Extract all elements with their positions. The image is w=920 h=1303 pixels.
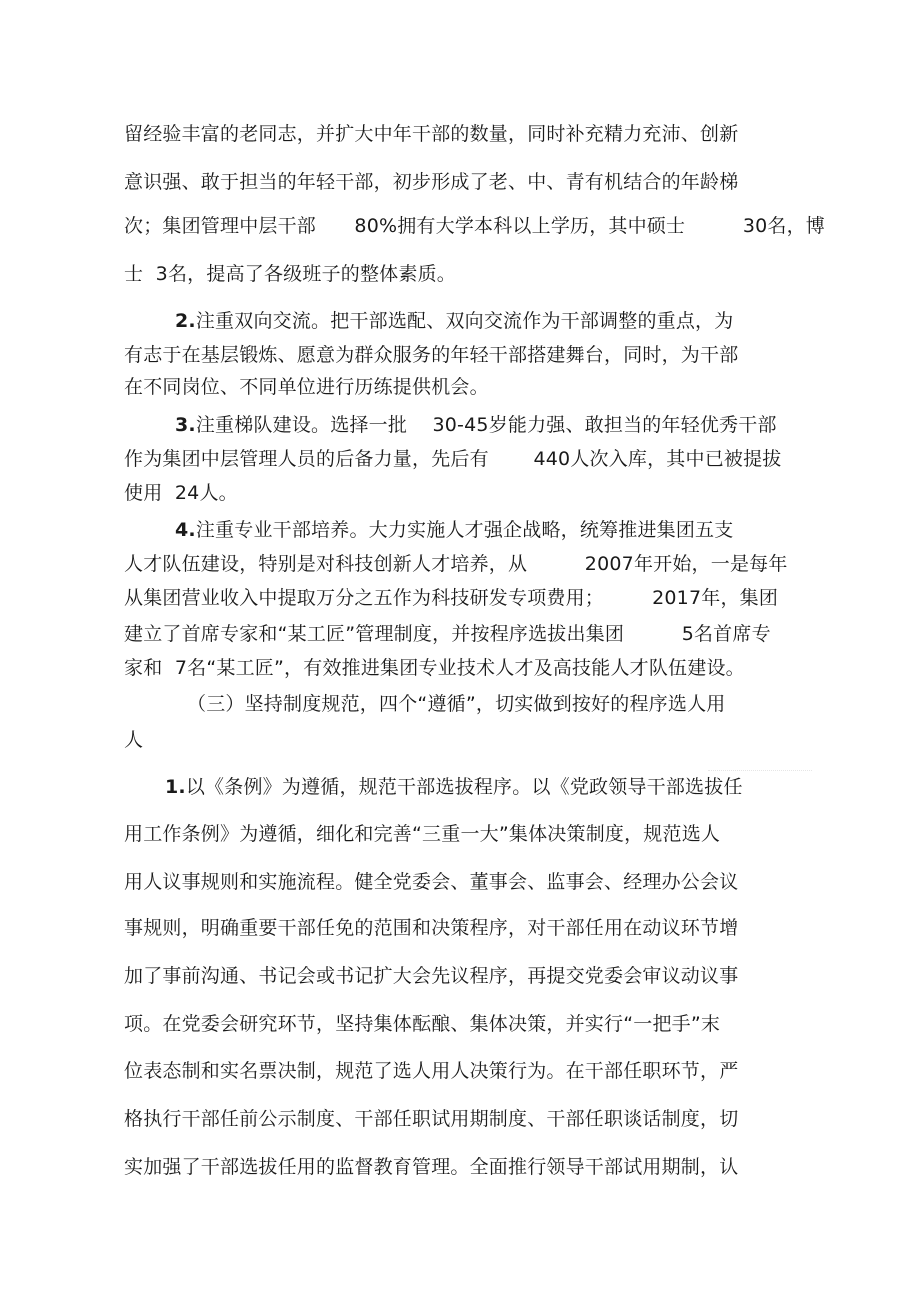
p5-line-4: 事规则，明确重要干部任免的范围和决策程序，对干部任用在动议环节增 — [124, 917, 739, 939]
p2-line-1 — [175, 309, 733, 333]
p5-line-9: 实加强了干部选拔任用的监督教育管理。全面推行领导干部试用期制，认 — [124, 1156, 739, 1178]
p5-line-1-text: 以《条例》为遵循，规范干部选拔程序。以《党政领导干部选拔任 — [185, 776, 743, 798]
p3-number: 3. — [175, 414, 196, 436]
p5-line-1 — [165, 775, 743, 799]
p4-line-1 — [175, 518, 733, 542]
p5-line-7: 位表态制和实名票决制，规范了选人用人决策行为。在干部任职环节，严 — [124, 1060, 739, 1082]
p4-line-3: 从集团营业收入中提取万分之五作为科技研发专项费用； 2017年，集团 — [124, 587, 779, 609]
p1-line-2: 意识强、敢于担当的年轻干部，初步形成了老、中、青有机结合的年龄梯 — [124, 171, 739, 193]
p5-line-8: 格执行干部任前公示制度、干部任职试用期制度、干部任职谈话制度，切 — [124, 1108, 739, 1130]
p1-line-4: 士 3名，提高了各级班子的整体素质。 — [124, 263, 456, 285]
section-heading-line-1: （三）坚持制度规范，四个“遵循”，切实做到按好的程序选人用 — [187, 693, 726, 715]
p3-line-2: 作为集团中层管理人员的后备力量，先后有 440人次入库，其中已被提拔 — [124, 448, 782, 470]
p3-line-1 — [175, 413, 777, 437]
p5-line-2: 用工作条例》为遵循，细化和完善“三重一大”集体决策制度，规范选人 — [124, 823, 721, 845]
p5-line-6: 项。在党委会研究环节，坚持集体酝酿、集体决策，并实行“一把手”末 — [124, 1013, 721, 1035]
p4-line-5: 家和 7名“某工匠”，有效推进集团专业技术人才及高技能人才队伍建设。 — [124, 657, 745, 679]
p2-number: 2. — [175, 310, 196, 332]
p2-line-3: 在不同岗位、不同单位进行历练提供机会。 — [124, 376, 489, 398]
p5-line-3: 用人议事规则和实施流程。健全党委会、董事会、监事会、经理办公会议 — [124, 871, 739, 893]
p2-line-1-text: 注重双向交流。把干部选配、双向交流作为干部调整的重点，为 — [195, 310, 734, 332]
p2-line-2: 有志于在基层锻炼、愿意为群众服务的年轻干部搭建舞台，同时，为干部 — [124, 344, 739, 366]
section-heading-line-2: 人 — [124, 729, 144, 751]
p4-line-2: 人才队伍建设，特别是对科技创新人才培养，从 2007年开始，一是每年 — [124, 553, 788, 575]
p1-line-1: 留经验丰富的老同志，并扩大中年干部的数量，同时补充精力充沛、创新 — [124, 123, 739, 145]
p5-line-5: 加了事前沟通、书记会或书记扩大会先议程序，再提交党委会审议动议事 — [124, 965, 739, 987]
p1-line-3: 次；集团管理中层干部 80%拥有大学本科以上学历，其中硕士 30名，博 — [124, 215, 826, 237]
p5-number: 1. — [165, 776, 186, 798]
p3-line-1-text: 注重梯队建设。选择一批 30-45岁能力强、敢担当的年轻优秀干部 — [195, 414, 777, 436]
p3-line-3: 使用 24人。 — [124, 482, 238, 504]
faint-divider — [708, 770, 812, 771]
p4-line-4: 建立了首席专家和“某工匠”管理制度，并按程序选拔出集团 5名首席专 — [124, 623, 771, 645]
p4-line-1-text: 注重专业干部培养。大力实施人才强企战略，统筹推进集团五支 — [195, 519, 734, 541]
p4-number: 4. — [175, 519, 196, 541]
